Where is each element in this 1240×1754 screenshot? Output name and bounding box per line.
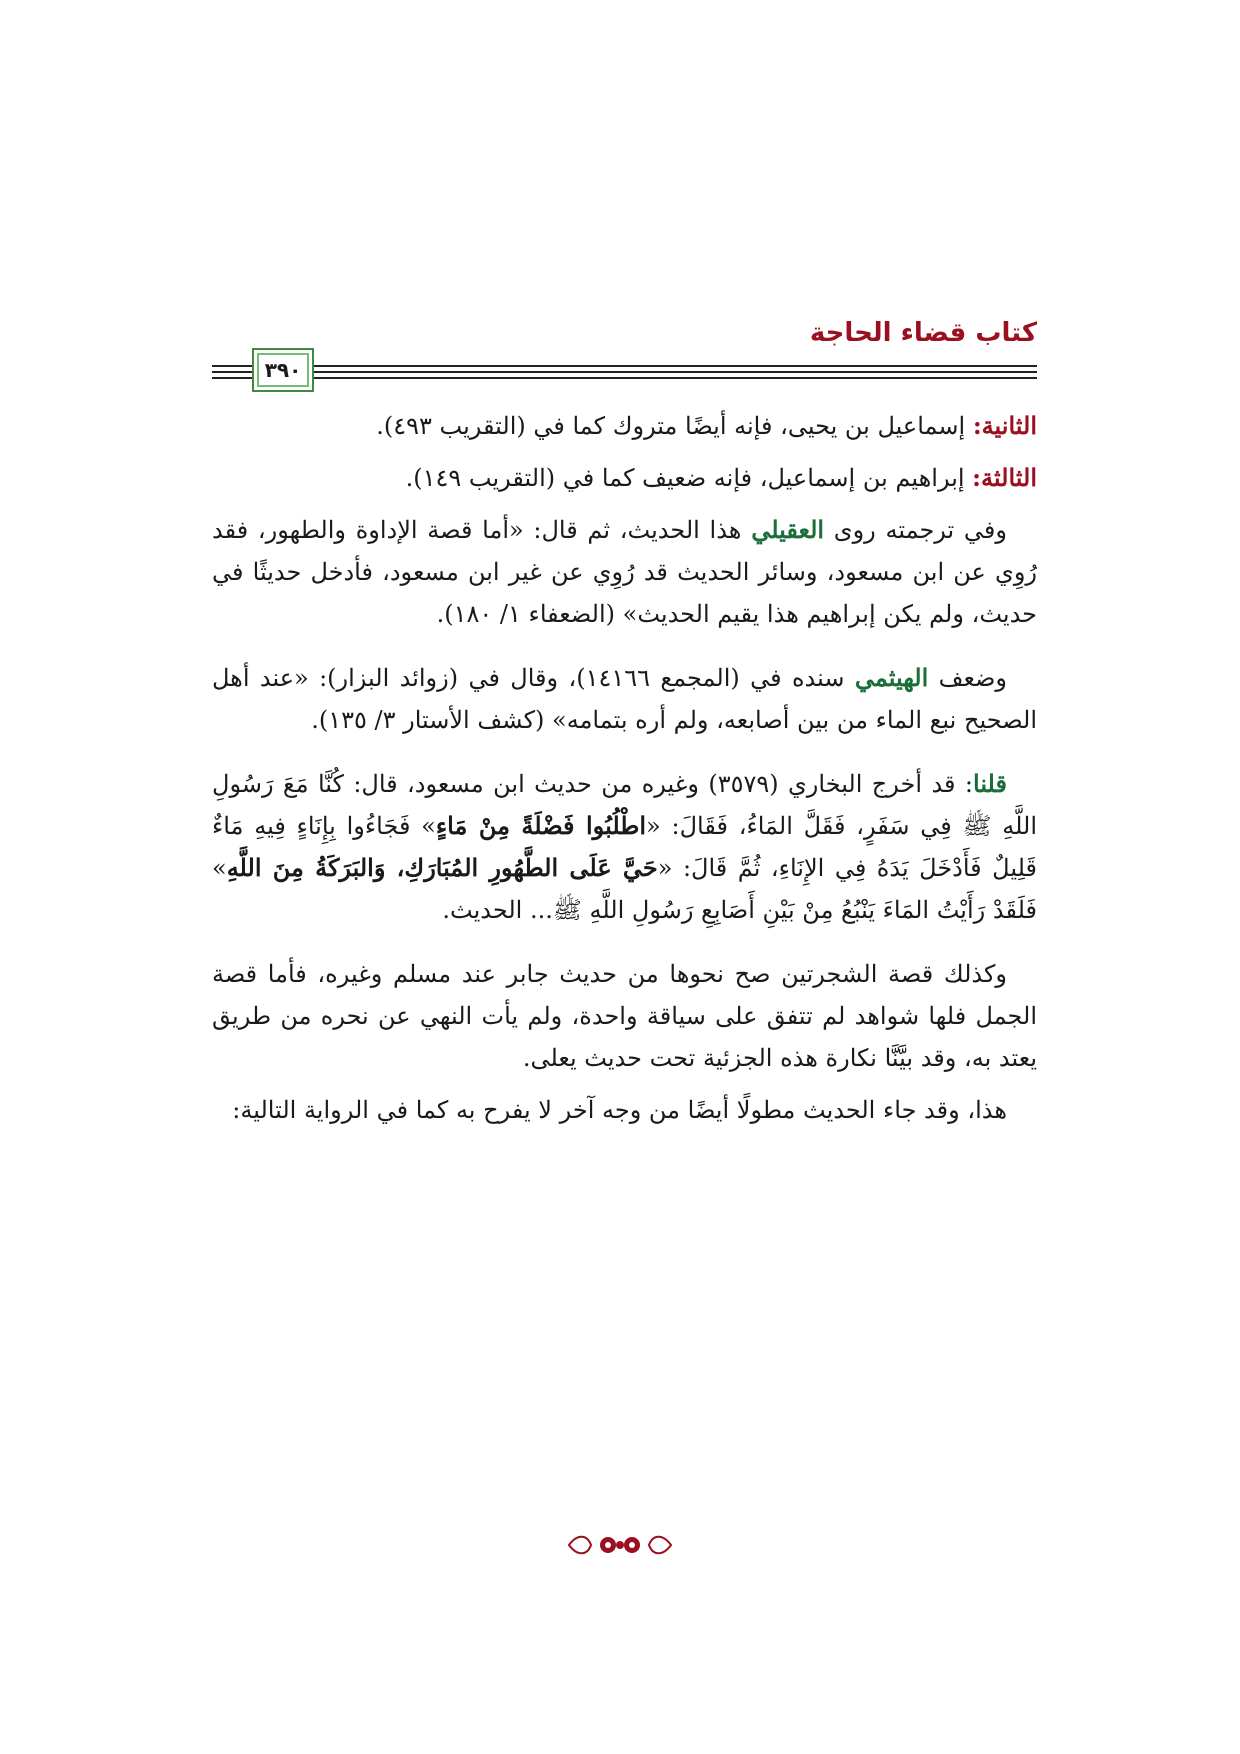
page-number-badge	[252, 348, 314, 392]
page-number: ٣٩٠	[264, 358, 302, 382]
page-header	[212, 318, 1037, 388]
header-rule	[212, 371, 1037, 373]
paragraph-qulna	[212, 763, 1037, 931]
paragraph-third-narrator	[212, 457, 1037, 499]
paragraph-text: وضعف	[928, 664, 1008, 692]
paragraph-text: : قد أخرج البخاري (٣٥٧٩) وغيره من حديث ابن مسعود، قال: كُنَّا مَعَ رَسُولِ اللَّهِ ﷺ فِي سَفَرٍ، فَقَلَّ المَاءُ، فَقَالَ: «	[212, 770, 1038, 840]
paragraph-next-narration	[212, 1089, 1037, 1131]
paragraph-text: هذا الحديث، ثم قال: «أما قصة الإداوة والطهور، فقد رُوِي عن ابن مسعود، وسائر الحديث قد رُوِي عن غير ابن مسعود، فأدخل حديثًا في حديث، ولم يكن إبراهيم هذا يقيم الحديث» (الضعفاء ١/ ١٨٠).	[212, 516, 1037, 628]
paragraph-text: سنده في (المجمع ١٤١٦٦)، وقال في (زوائد البزار): «عند أهل الصحيح نبع الماء من بين أصابعه، ولم أره بتمامه» (كشف الأستار ٣/ ١٣٥).	[212, 664, 1037, 734]
paragraph-text: إبراهيم بن إسماعيل، فإنه ضعيف كما في (التقريب ١٤٩).	[405, 464, 973, 492]
scholar-name-uqayli: العقيلي	[751, 515, 825, 544]
label-second: الثانية:	[972, 411, 1037, 440]
header-rule	[212, 365, 1037, 367]
page-body	[212, 405, 1037, 1141]
paragraph-uqayli	[212, 509, 1037, 635]
header-rule	[212, 377, 1037, 379]
paragraph-text: » فَجَاءُوا بِإِنَاءٍ فِيهِ مَاءٌ قَلِيلٌ فَأَدْخَلَ يَدَهُ فِي الإِنَاءِ، ثُمَّ قَالَ: «	[212, 812, 1037, 882]
paragraph-text: وكذلك قصة الشجرتين صح نحوها من حديث جابر عند مسلم وغيره، فأما قصة الجمل فلها شواهد لم تتفق على سياقة واحدة، ولم يأت النهي عن نحره من طريق يعتد به، وقد بيَّنَّا نكارة هذه الجزئية تحت حديث يعلى.	[212, 960, 1037, 1072]
scholar-name-haythami: الهيثمي	[854, 663, 929, 692]
hadith-quote: حَيَّ عَلَى الطَّهُورِ المُبَارَكِ، وَالبَرَكَةُ مِنَ اللَّهِ	[226, 853, 658, 882]
paragraph-haythami	[212, 657, 1037, 741]
label-qulna: قلنا	[973, 769, 1007, 798]
paragraph-text: وفي ترجمته روى	[824, 516, 1007, 544]
paragraph-second-narrator	[212, 405, 1037, 447]
floral-divider-icon	[520, 1525, 720, 1565]
hadith-quote: اطْلُبُوا فَضْلَةً مِنْ مَاءٍ	[435, 811, 647, 840]
label-third: الثالثة:	[972, 463, 1037, 492]
paragraph-text: » فَلَقَدْ رَأَيْتُ المَاءَ يَنْبُعُ مِنْ بَيْنِ أَصَابِعِ رَسُولِ اللَّهِ ﷺ... الحديث.	[212, 854, 1037, 924]
paragraph-text: هذا، وقد جاء الحديث مطولًا أيضًا من وجه آخر لا يفرح به كما في الرواية التالية:	[232, 1096, 1007, 1124]
paragraph-two-trees	[212, 953, 1037, 1079]
book-title: كتاب قضاء الحاجة	[809, 318, 1037, 348]
paragraph-text: إسماعيل بن يحيى، فإنه أيضًا متروك كما في (التقريب ٤٩٣).	[376, 412, 973, 440]
